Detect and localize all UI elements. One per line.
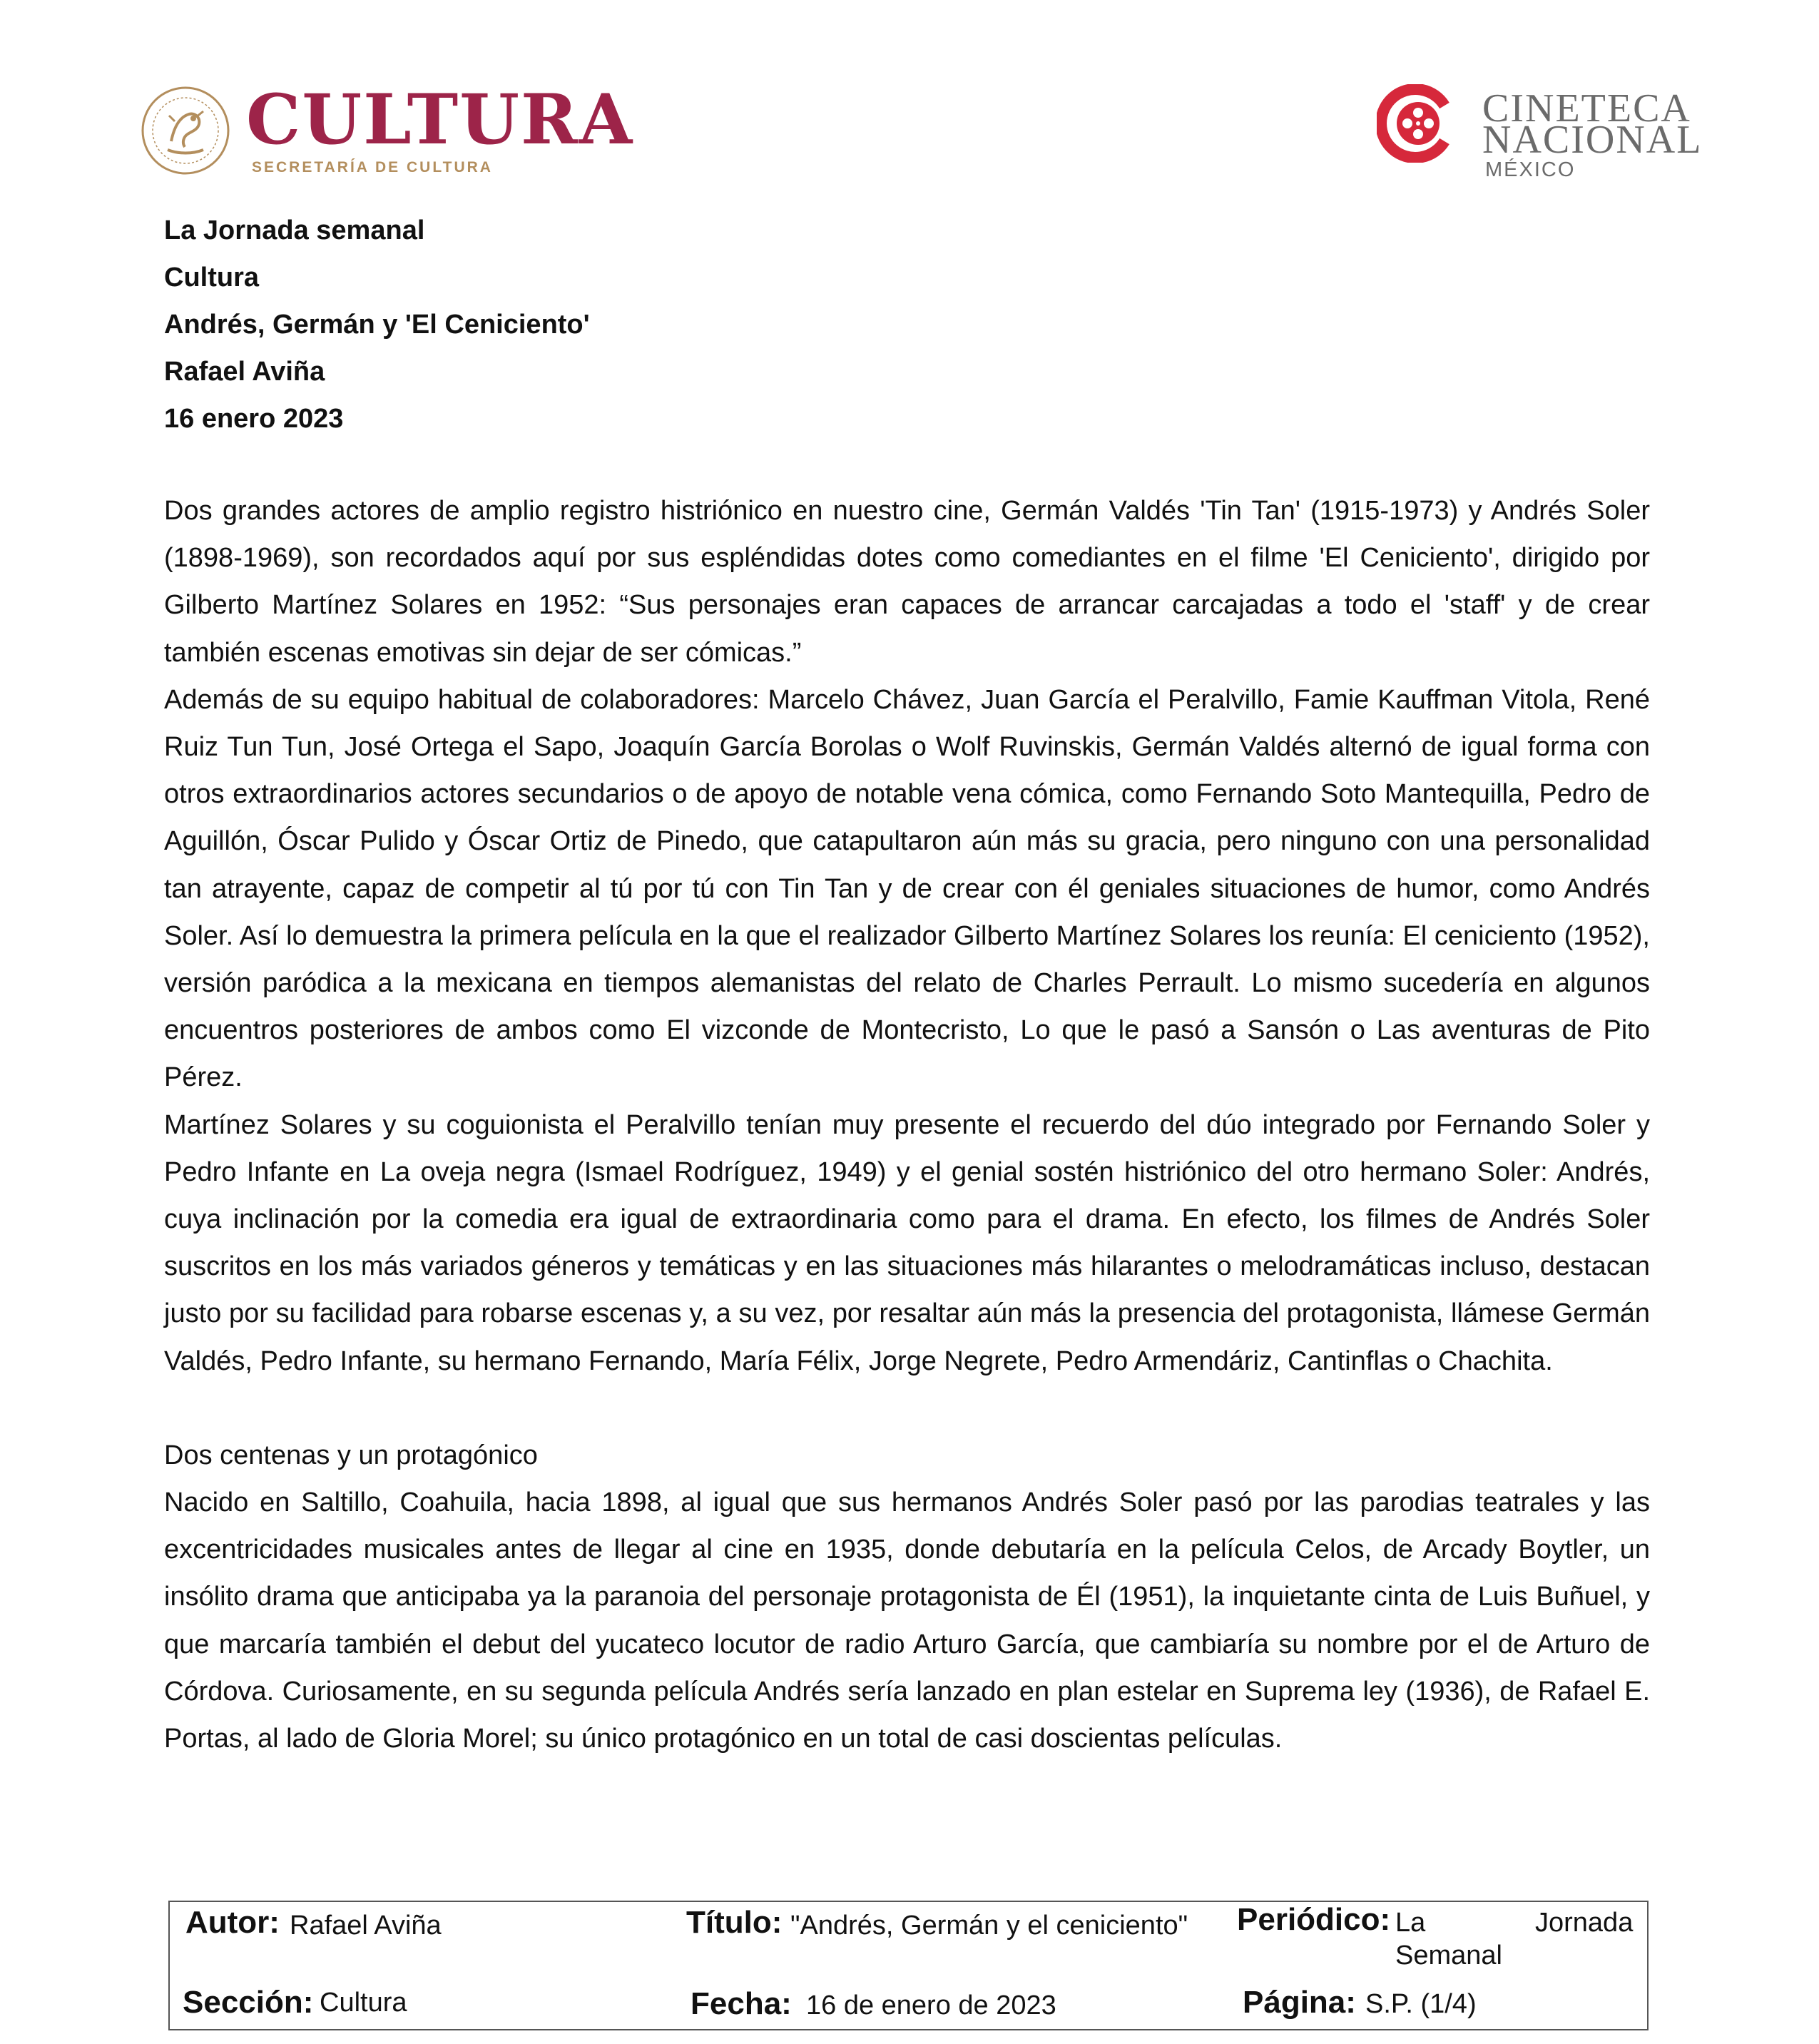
autor-label: Autor: xyxy=(185,1905,280,1940)
fecha-value: 16 de enero de 2023 xyxy=(806,1990,1056,2020)
seccion-label: Sección: xyxy=(183,1985,314,2020)
titulo-label: Título: xyxy=(686,1905,783,1940)
film-reel-icon xyxy=(1377,84,1455,163)
cineteca-logo xyxy=(1377,84,1703,184)
titulo-value: "Andrés, Germán y el ceniciento" xyxy=(790,1911,1188,1941)
pagina-label: Página: xyxy=(1243,1985,1356,2020)
periodico-label: Periódico: xyxy=(1237,1902,1391,1937)
cultura-logo-text: CULTURA xyxy=(246,79,634,160)
periodico-value-2: Jornada xyxy=(1535,1908,1634,1938)
article-title: Andrés, Germán y 'El Ceniciento' xyxy=(164,310,590,340)
cineteca-logo-line3: MÉXICO xyxy=(1485,158,1576,181)
pagina-value: S.P. (1/4) xyxy=(1365,1989,1477,2019)
article-body xyxy=(164,487,1650,1762)
subheading: Dos centenas y un protagónico xyxy=(164,1440,538,1470)
periodico-value-1: La xyxy=(1395,1908,1426,1938)
seccion-value: Cultura xyxy=(320,1988,407,2018)
cultura-logo-subtitle: SECRETARÍA DE CULTURA xyxy=(252,159,493,176)
paragraph: Nacido en Saltillo, Coahuila, hacia 1898, al igual que sus hermanos Andrés Soler pasó por las parodias teatrales y las excentricidades musicales antes de llegar al cine en 1935, donde debutaría en la película Celos, de Arcady Boytler, un insólito drama que anticipaba ya la paranoia del personaje protagonista de Él (1951), la inquietante cinta de Luis Buñuel, y que marcaría también el debut del yucateco locutor de radio Arturo García, que cambiaría su nombre por el de Arturo de Córdova. Curiosamente, en su segunda película Andrés sería lanzado en plan estelar en Suprema ley (1936), de Rafael E. Portas, al lado de Gloria Morel; su único protagónico en un total de casi doscientas películas. xyxy=(164,1488,1650,1754)
mexico-coat-of-arms-icon xyxy=(139,84,232,177)
fecha-label: Fecha: xyxy=(691,1986,792,2021)
author-name: Rafael Aviña xyxy=(164,357,325,387)
cineteca-logo-line1: CINETECA xyxy=(1482,86,1691,131)
article-date: 16 enero 2023 xyxy=(164,404,344,434)
section-name: Cultura xyxy=(164,263,259,293)
paragraph: Dos grandes actores de amplio registro histriónico en nuestro cine, Germán Valdés 'Tin Tan' (1915-1973) y Andrés Soler (1898-1969), son recordados aquí por sus espléndidas dotes como comediantes en el filme 'El Ceniciento', dirigido por Gilberto Martínez Solares en 1952: “Sus personajes eran capaces de arrancar carcajadas a todo el 'staff' y de crear también escenas emotivas sin dejar de ser cómicas.” xyxy=(164,496,1650,668)
source-info-table xyxy=(168,1901,1649,2030)
paragraph: Martínez Solares y su coguionista el Peralvillo tenían muy presente el recuerdo del dúo integrado por Fernando Soler y Pedro Infante en La oveja negra (Ismael Rodríguez, 1949) y el genial sostén histriónico del otro hermano Soler: Andrés, cuya inclinación por la comedia era igual de extraordinaria como para el drama. En efecto, los filmes de Andrés Soler suscritos en los más variados géneros y temáticas y en las situaciones más hilarantes o melodramáticas incluso, destacan justo por su facilidad para robarse escenas y, a su vez, por resaltar aún más la presencia del protagonista, llámese Germán Valdés, Pedro Infante, su hermano Fernando, María Félix, Jorge Negrete, Pedro Armendáriz, Cantinflas o Chachita. xyxy=(164,1109,1650,1376)
paragraph-spacer xyxy=(164,1385,1650,1432)
autor-value: Rafael Aviña xyxy=(290,1911,442,1941)
article-meta xyxy=(164,207,1020,442)
paragraph: Además de su equipo habitual de colaboradores: Marcelo Chávez, Juan García el Peralvillo, Famie Kauffman Vitola, René Ruiz Tun Tun, José Ortega el Sapo, Joaquín García Borolas o Wolf Ruvinskis, Germán Valdés alternó de igual forma con otros extraordinarios actores secundarios o de apoyo de notable vena cómica, como Fernando Soto Mantequilla, Pedro de Aguillón, Óscar Pulido y Óscar Ortiz de Pinedo, que catapultaron aún más su gracia, pero ninguno con una personalidad tan atrayente, capaz de competir al tú por tú con Tin Tan y de crear con él geniales situaciones de humor, como Andrés Soler. Así lo demuestra la primera película en la que el realizador Gilberto Martínez Solares los reunía: El ceniciento (1952), versión paródica a la mexicana en tiempos alemanistas del relato de Charles Perrault. Lo mismo sucedería en algunos encuentros posteriores de ambos como El vizconde de Montecristo, Lo que le pasó a Sansón o Las aventuras de Pito Pérez. xyxy=(164,684,1650,1093)
cineteca-logo-line2: NACIONAL xyxy=(1482,118,1703,162)
publication-name: La Jornada semanal xyxy=(164,215,425,245)
periodico-value-3: Semanal xyxy=(1395,1941,1502,1971)
